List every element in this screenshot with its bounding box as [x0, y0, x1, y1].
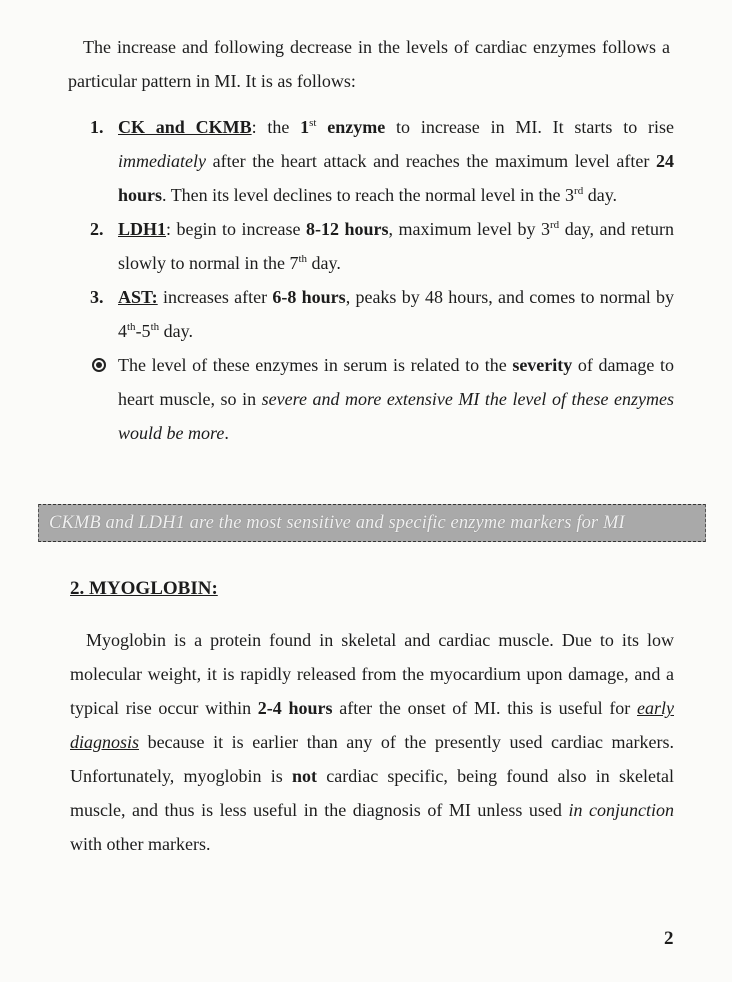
highlight-banner [38, 504, 706, 542]
enzyme-list [90, 110, 674, 450]
intro-text: The increase and following decrease in the levels of cardiac enzymes follows a particular pattern in MI. It is as follows: [68, 37, 670, 91]
page-number: 2 [664, 928, 674, 949]
note-item: The level of these enzymes in serum is related to the severity of damage to heart muscle, so in severe and more extensive MI the level of these enzymes would be more. [90, 348, 674, 450]
list-number: 2. [90, 219, 104, 239]
enzyme-term: AST: [118, 287, 158, 307]
list-number: 1. [90, 117, 104, 137]
list-item: 3. AST: increases after 6-8 hours, peaks by 48 hours, and comes to normal by 4th-5th day. [90, 280, 674, 348]
section-heading: 2. MYOGLOBIN: [70, 578, 218, 599]
enzyme-term: CK and CKMB [118, 117, 252, 137]
banner-text: CKMB and LDH1 are the most sensitive and specific enzyme markers for MI [49, 513, 625, 533]
intro-paragraph [68, 30, 670, 98]
list-item: 2. LDH1: begin to increase 8-12 hours, maximum level by 3rd day, and return slowly to normal in the 7th day. [90, 212, 674, 280]
myoglobin-paragraph: Myoglobin is a protein found in skeletal and cardiac muscle. Due to its low molecular weight, it is rapidly released from the myocardium upon damage, and a typical rise occur within 2-4 hours after the onset of MI. this is useful for early diagnosis because it is earlier than any of the presently used cardiac markers. Unfortunately, myoglobin is not cardiac specific, being found also in skeletal muscle, and thus is less useful in the diagnosis of MI unless used in conjunction with other markers. [70, 630, 674, 854]
enzyme-term: LDH1 [118, 219, 167, 239]
circle-bullet-icon [92, 358, 106, 372]
list-number: 3. [90, 287, 104, 307]
list-item: 1. CK and CKMB: the 1st enzyme to increase in MI. It starts to rise immediately after the heart attack and reaches the maximum level after 24 hours. Then its level declines to reach the normal level in the 3rd day. [90, 110, 674, 212]
